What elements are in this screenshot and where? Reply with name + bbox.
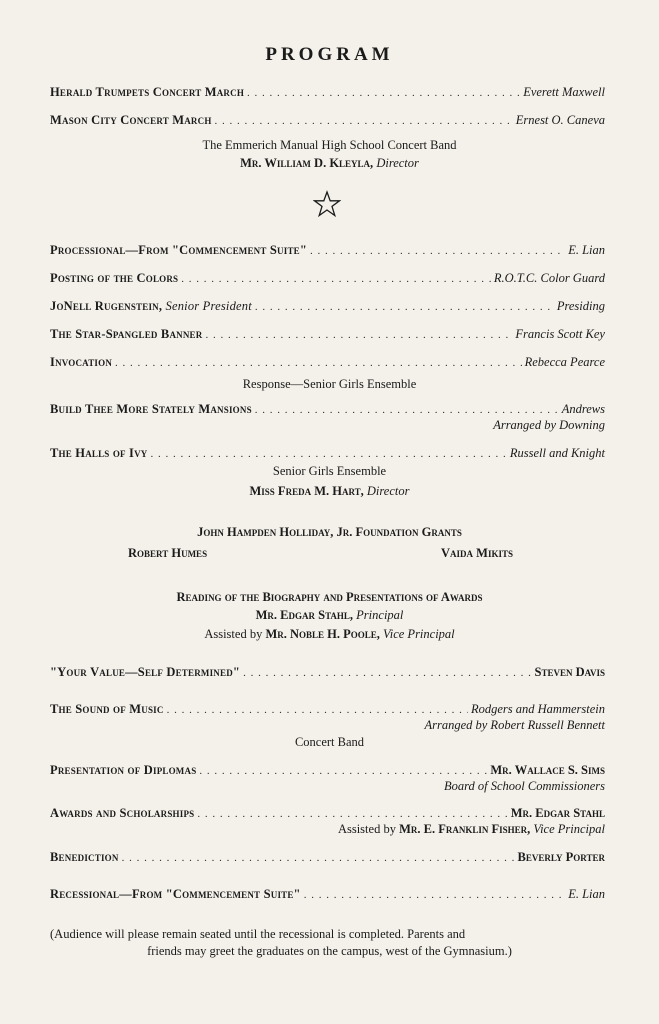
program-item-processional	[50, 242, 605, 259]
program-item-ivy	[50, 445, 605, 462]
item-performer: Andrews	[561, 402, 605, 416]
principal-line	[0, 607, 659, 623]
ensemble-name: Senior Girls Ensemble	[272, 464, 387, 478]
item-performer: Steven Davis	[534, 665, 605, 679]
item-performer: Mr. Edgar Stahl	[510, 806, 605, 820]
item-performer: Beverly Porter	[517, 850, 605, 864]
item-title: Invocation	[50, 355, 113, 369]
item-performer: Rebecca Pearce	[524, 355, 605, 369]
program-item-mansions	[50, 401, 605, 418]
assistant-name: Mr. E. Franklin Fisher,	[399, 822, 531, 836]
awards-title-text: Reading of the Biography and Presentations of Awards	[176, 590, 483, 604]
leader-dots	[255, 299, 554, 315]
director-name: Miss Freda M. Hart,	[249, 484, 364, 498]
item-title: Processional—From "Commencement Suite"	[50, 243, 307, 257]
leader-dots	[115, 355, 522, 371]
item-performer: Presiding	[556, 299, 605, 313]
program-item-invocation	[50, 354, 605, 371]
concert-band-line: Concert Band	[294, 735, 365, 749]
response-line: Response—Senior Girls Ensemble	[242, 377, 417, 391]
president-name: JoNell Rugenstein,	[50, 299, 163, 313]
item-title: Mason City Concert March	[50, 113, 212, 127]
leader-dots	[199, 763, 487, 779]
director-name: Mr. William D. Kleyla,	[240, 156, 374, 170]
program-item-mason	[50, 112, 605, 129]
leader-dots	[310, 243, 565, 259]
grants-title-text: John Hampden Holliday, Jr. Foundation Grants	[197, 525, 462, 539]
leader-dots	[247, 85, 520, 101]
arranger-line: Arranged by Downing	[493, 418, 605, 432]
item-title: Build Thee More Stately Mansions	[50, 402, 252, 416]
grant-recipient-left: Robert Humes	[128, 546, 208, 560]
item-title	[50, 298, 252, 314]
president-title: Senior President	[165, 299, 252, 313]
awards-title	[0, 589, 659, 605]
program-item-recessional	[50, 886, 605, 903]
vice-principal-name: Mr. Noble H. Poole,	[265, 627, 380, 641]
grants-title	[0, 524, 659, 540]
item-performer: Rodgers and Hammerstein	[470, 702, 605, 716]
board-line: Board of School Commissioners	[444, 779, 605, 793]
program-item-herald	[50, 84, 605, 101]
awards-assist-line	[338, 821, 605, 837]
item-performer: E. Lian	[568, 887, 605, 901]
leader-dots	[122, 850, 515, 866]
item-title: Benediction	[50, 850, 119, 864]
program-item-colors	[50, 270, 605, 287]
item-title: The Halls of Ivy	[50, 446, 148, 460]
page-title: PROGRAM	[265, 44, 394, 65]
leader-dots	[197, 806, 507, 822]
leader-dots	[167, 702, 468, 718]
arranger-line: Arranged by Robert Russell Bennett	[424, 718, 605, 732]
leader-dots	[255, 402, 559, 418]
item-title: Posting of the Colors	[50, 271, 179, 285]
leader-dots	[243, 665, 531, 681]
program-item-music	[50, 701, 605, 718]
grant-recipient-right: Vaida Mikits	[441, 546, 513, 560]
audience-note-line1: (Audience will please remain seated until the recessional is completed. Parents and	[50, 927, 466, 941]
leader-dots	[151, 446, 507, 462]
vice-principal-title: Vice Principal	[383, 627, 455, 641]
assistant-title: Vice Principal	[533, 822, 605, 836]
vice-principal-line	[0, 626, 659, 642]
star-icon	[313, 190, 341, 218]
item-title: Presentation of Diplomas	[50, 763, 197, 777]
principal-name: Mr. Edgar Stahl,	[255, 608, 354, 622]
audience-note-line2: friends may greet the graduates on the campus, west of the Gymnasium.)	[147, 944, 512, 958]
program-item-awards	[50, 805, 605, 822]
band-director	[0, 155, 659, 171]
leader-dots	[205, 327, 512, 343]
item-performer: Russell and Knight	[509, 446, 605, 460]
item-title: Recessional—From "Commencement Suite"	[50, 887, 301, 901]
program-item-president	[50, 298, 605, 315]
item-performer: Francis Scott Key	[515, 327, 605, 341]
program-item-value	[50, 664, 605, 681]
leader-dots	[215, 113, 513, 129]
program-item-diplomas	[50, 762, 605, 779]
item-performer: R.O.T.C. Color Guard	[493, 271, 605, 285]
item-title: Awards and Scholarships	[50, 806, 195, 820]
item-title: "Your Value—Self Determined"	[50, 665, 241, 679]
item-performer: E. Lian	[568, 243, 605, 257]
band-name: The Emmerich Manual High School Concert Band	[202, 138, 457, 152]
item-title: The Star-Spangled Banner	[50, 327, 203, 341]
director-title: Director	[366, 484, 410, 498]
assist-prefix: Assisted by	[204, 627, 263, 641]
leader-dots	[181, 271, 491, 287]
director-title: Director	[376, 156, 419, 170]
program-item-benediction	[50, 849, 605, 866]
item-performer: Mr. Wallace S. Sims	[490, 763, 605, 777]
item-performer: Ernest O. Caneva	[515, 113, 605, 127]
item-performer: Everett Maxwell	[523, 85, 605, 99]
item-title: The Sound of Music	[50, 702, 164, 716]
ensemble-director	[0, 483, 659, 499]
program-item-anthem	[50, 326, 605, 343]
assist-prefix: Assisted by	[337, 822, 396, 836]
item-title: Herald Trumpets Concert March	[50, 85, 245, 99]
principal-title: Principal	[356, 608, 404, 622]
leader-dots	[304, 887, 565, 903]
